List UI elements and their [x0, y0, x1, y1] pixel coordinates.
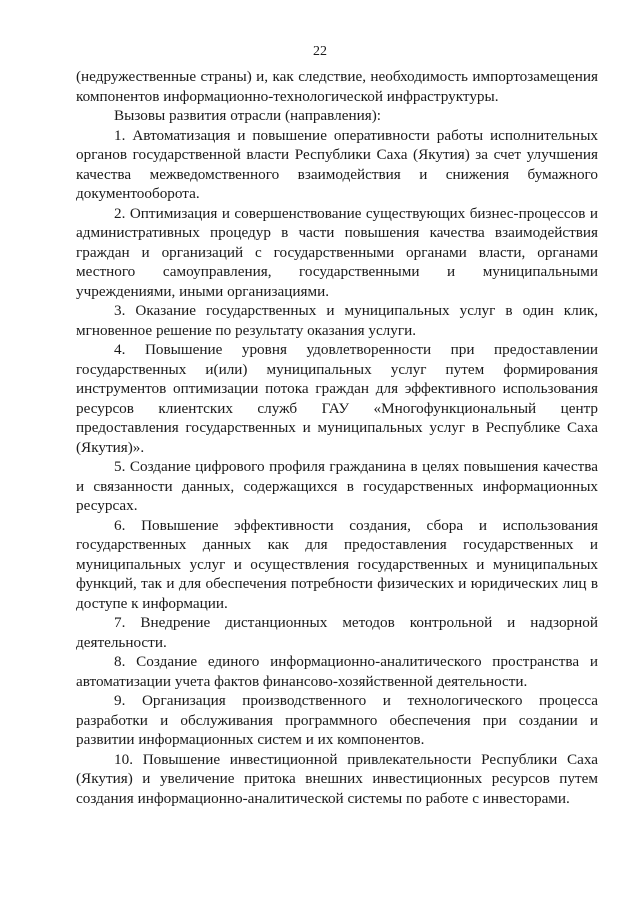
list-item-5: 5. Создание цифрового профиля гражданина в целях повышения качества и связанности данных, содержащихся в государственных информационных ресурсах.: [76, 458, 598, 514]
paragraph-continuation: (недружественные страны) и, как следствие, необходимость импортозамещения компонентов информационно-технологической инфраструктуры.: [76, 68, 598, 105]
list-item-8: 8. Создание единого информационно-аналитического пространства и автоматизации учета фактов финансово-хозяйственной деятельности.: [76, 653, 598, 690]
list-item-6: 6. Повышение эффективности создания, сбора и использования государственных данных как для предоставления государственных и муниципальных услуг и осуществления государственных и муниципальных функций, так и для обеспечения потребности физических и юридических лиц в доступе к информации.: [76, 516, 598, 612]
page-number: 22: [313, 44, 327, 59]
list-item-1: 1. Автоматизация и повышение оперативности работы исполнительных органов государственной власти Республики Саха (Якутия) за счет улучшения качества межведомственного взаимодействия и снижения бумажного документооборота.: [76, 126, 598, 202]
list-item-9: 9. Организация производственного и технологического процесса разработки и обслуживания программного обеспечения при создании и развитии информационных систем и их компонентов.: [76, 692, 598, 748]
list-item-3: 3. Оказание государственных и муниципальных услуг в один клик, мгновенное решение по результату оказания услуги.: [76, 302, 598, 339]
document-body: [76, 67, 598, 808]
list-item-4: 4. Повышение уровня удовлетворенности при предоставлении государственных и(или) муниципальных услуг путем формирования инструментов оптимизации потока граждан для эффективного использования ресурсов клиентских служб ГАУ «Многофункциональный центр предоставления государственных и муниципальных услуг в Республике Саха (Якутия)».: [76, 341, 598, 456]
paragraph-challenges-heading: Вызовы развития отрасли (направления):: [114, 107, 381, 124]
list-item-2: 2. Оптимизация и совершенствование существующих бизнес-процессов и административных процедур в части повышения качества взаимодействия граждан и организаций с государственными органами власти, органами местного самоуправления, государственными и муниципальными учреждениями, иными организациями.: [76, 204, 598, 300]
list-item-7: 7. Внедрение дистанционных методов контрольной и надзорной деятельности.: [76, 614, 598, 651]
list-item-10: 10. Повышение инвестиционной привлекательности Республики Саха (Якутия) и увеличение притока внешних инвестиционных ресурсов путем создания информационно-аналитической системы по работе с инвесторами.: [76, 750, 598, 807]
